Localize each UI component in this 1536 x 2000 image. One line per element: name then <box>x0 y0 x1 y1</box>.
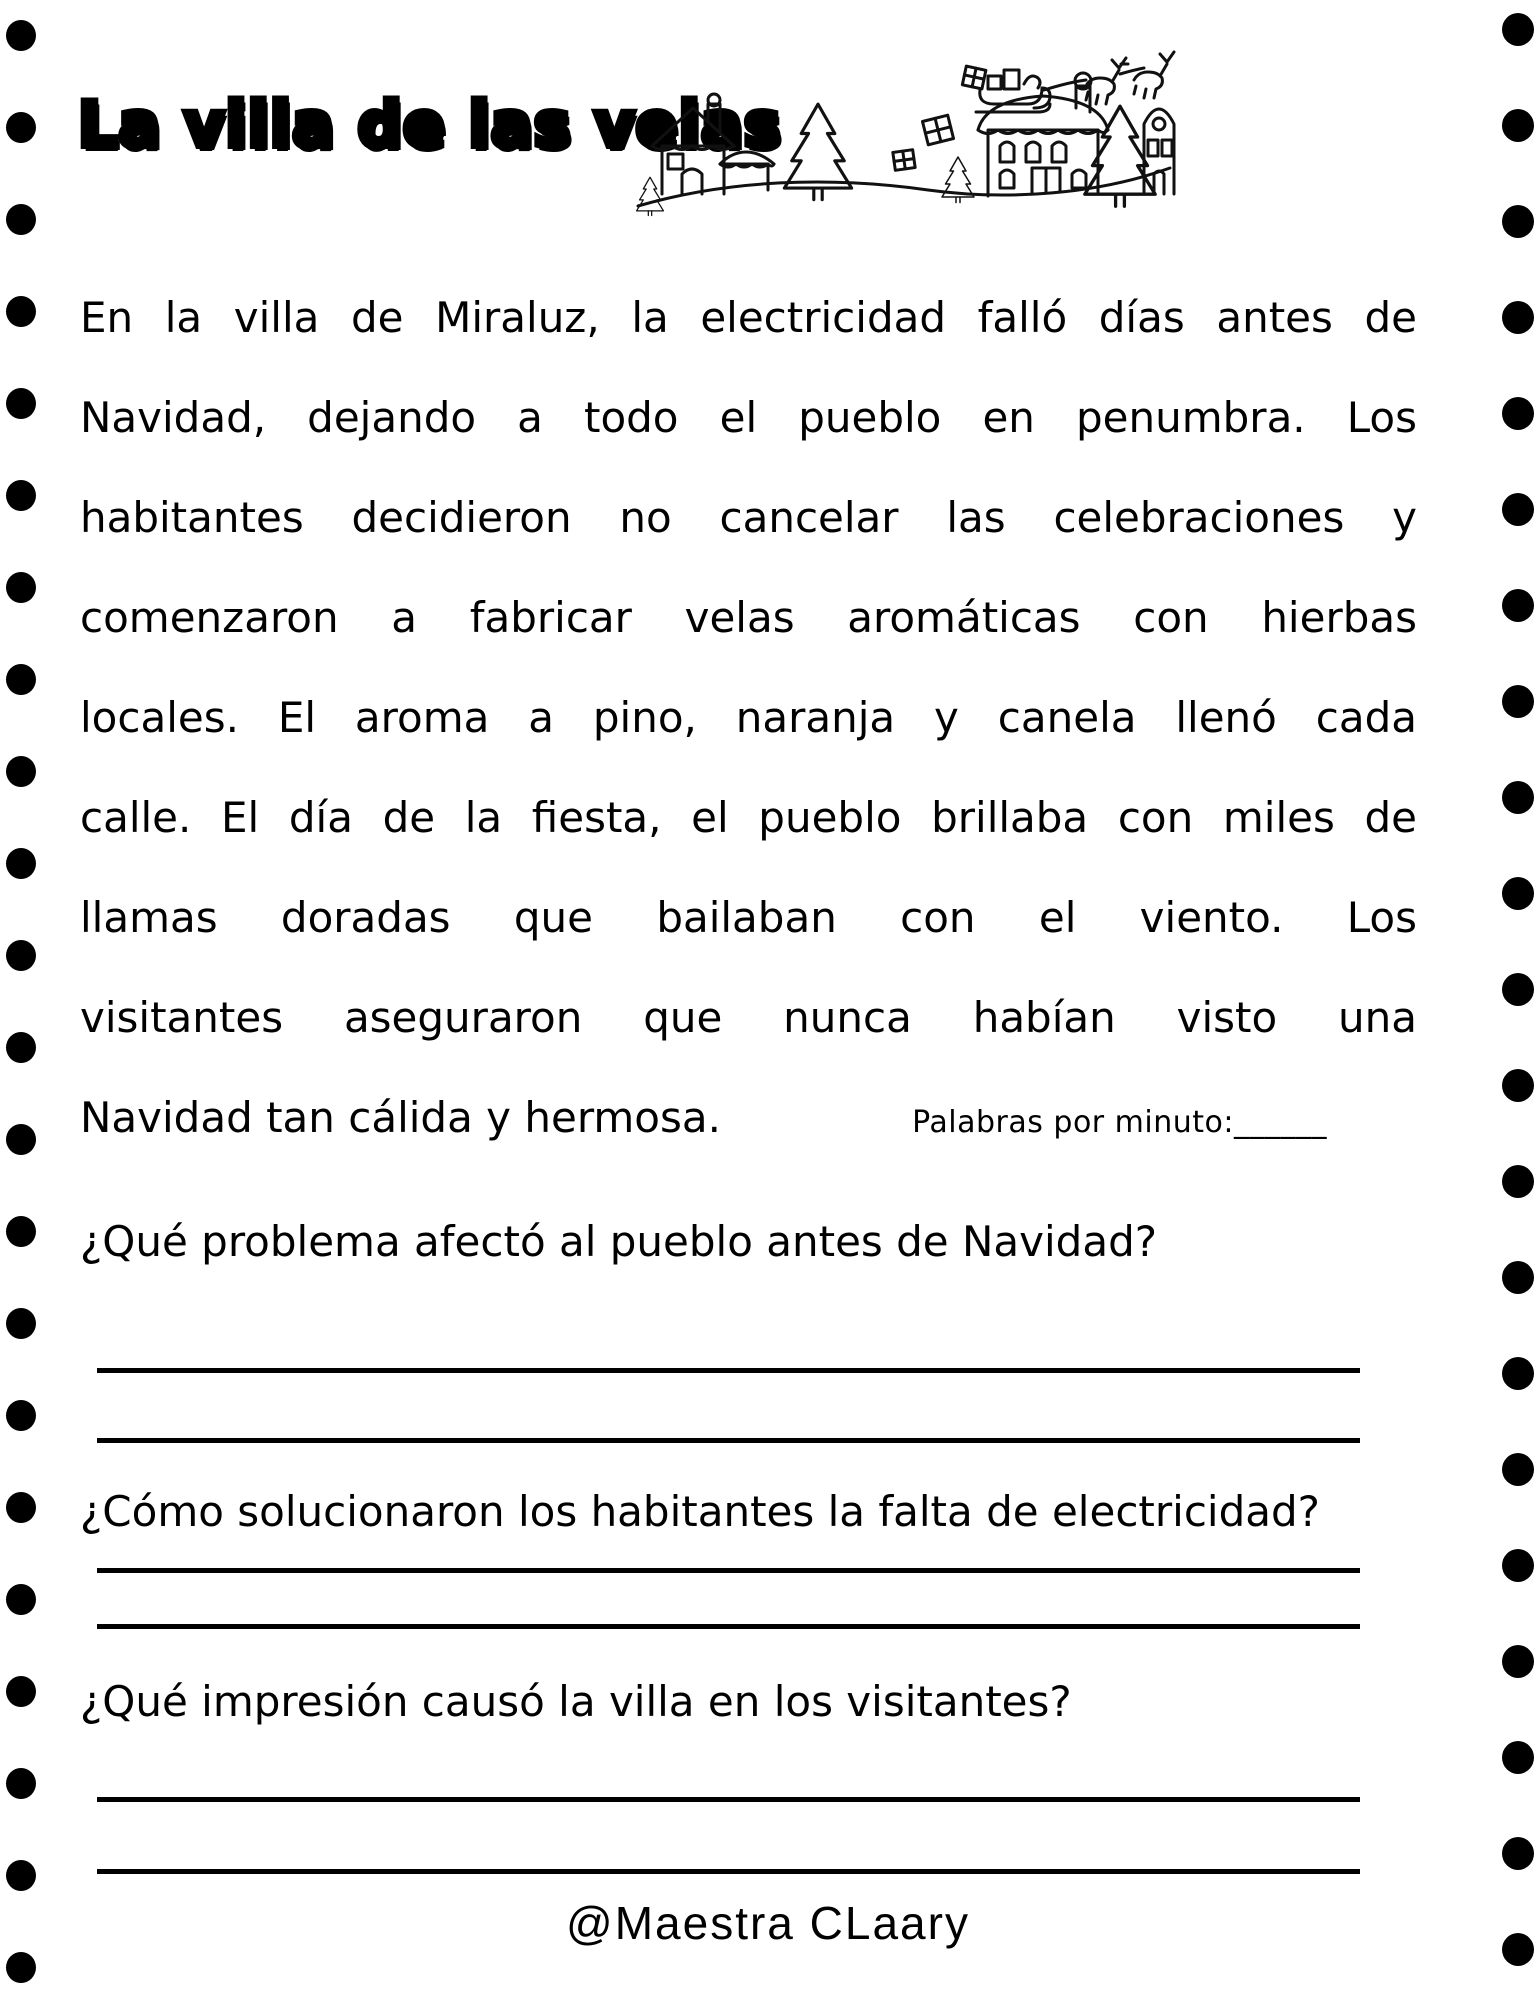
edge-dot <box>1502 1741 1534 1774</box>
house-icon <box>652 94 774 194</box>
christmas-village-scene <box>628 34 1176 218</box>
edge-dot <box>1502 685 1534 718</box>
christmas-village-illustration <box>628 34 1176 218</box>
passage-line: comenzaron a fabricar velas aromáticas con hierbas <box>80 593 1417 642</box>
page-title: La villa de las velas <box>78 88 782 161</box>
edge-dot <box>6 1768 36 1799</box>
gift-icon <box>922 115 953 145</box>
words-per-minute-blank[interactable]: Palabras por minuto:______ <box>912 1105 1327 1140</box>
answer-line[interactable] <box>97 1438 1360 1443</box>
pine-tree-icon <box>942 157 974 203</box>
passage-line: habitantes decidieron no cancelar las celebraciones y <box>80 493 1417 542</box>
pine-tree-icon <box>784 104 851 200</box>
edge-dot <box>6 1032 36 1063</box>
edge-dot <box>1502 1357 1534 1390</box>
edge-dot <box>1502 1069 1534 1102</box>
edge-dot <box>1502 1837 1534 1870</box>
question-2: ¿Cómo solucionaron los habitantes la falta de electricidad? <box>80 1487 1320 1536</box>
right-dot-column <box>1502 13 1534 1966</box>
passage-line: En la villa de Miraluz, la electricidad falló días antes de <box>80 293 1417 342</box>
left-dot-column <box>6 20 36 1983</box>
edge-dot <box>1502 1453 1534 1486</box>
pine-tree-icon <box>637 177 664 215</box>
edge-dot <box>1502 493 1534 526</box>
edge-dot <box>6 296 36 327</box>
edge-dot <box>6 1400 36 1431</box>
passage-line: visitantes aseguraron que nunca habían visto una <box>80 993 1417 1042</box>
edge-dot <box>1502 205 1534 238</box>
edge-dot <box>6 1492 36 1523</box>
edge-dot <box>6 1124 36 1155</box>
reindeer-icon <box>1134 52 1174 98</box>
question-1: ¿Qué problema afectó al pueblo antes de Navidad? <box>80 1217 1158 1266</box>
edge-dot <box>1502 13 1534 46</box>
edge-dot <box>6 1860 36 1891</box>
edge-dot <box>6 20 36 51</box>
edge-dot <box>6 940 36 971</box>
edge-dot <box>1502 589 1534 622</box>
answer-line[interactable] <box>97 1624 1360 1629</box>
edge-dot <box>6 572 36 603</box>
edge-dot <box>1502 1165 1534 1198</box>
author-credit: @Maestra CLaary <box>566 1897 970 1949</box>
edge-dot <box>6 848 36 879</box>
gift-icon <box>893 150 915 171</box>
edge-dot <box>6 1952 36 1983</box>
edge-dot <box>1502 781 1534 814</box>
passage-line: calle. El día de la fiesta, el pueblo brillaba con miles de <box>80 793 1417 842</box>
edge-dot <box>1502 1645 1534 1678</box>
edge-dot <box>6 756 36 787</box>
edge-dot <box>6 388 36 419</box>
reindeer-icon <box>1086 58 1128 104</box>
answer-line[interactable] <box>97 1568 1360 1573</box>
edge-dot <box>6 480 36 511</box>
passage-line: llamas doradas que bailaban con el viento. Los <box>80 893 1417 942</box>
passage-last-row <box>80 1068 1417 1168</box>
edge-dot <box>1502 877 1534 910</box>
answer-line[interactable] <box>97 1368 1360 1373</box>
passage-line: Navidad, dejando a todo el pueblo en penumbra. Los <box>80 393 1417 442</box>
edge-dot <box>1502 973 1534 1006</box>
edge-dot <box>6 1308 36 1339</box>
edge-dot <box>6 1676 36 1707</box>
edge-dot <box>6 1216 36 1247</box>
sleigh-icon <box>976 70 1050 112</box>
passage-line: locales. El aroma a pino, naranja y canela llenó cada <box>80 693 1417 742</box>
gift-icon <box>962 66 986 89</box>
edge-dot <box>1502 301 1534 334</box>
reading-passage <box>80 268 1417 1168</box>
edge-dot <box>6 204 36 235</box>
edge-dot <box>1502 1549 1534 1582</box>
edge-dot <box>6 1584 36 1615</box>
passage-lines <box>80 268 1417 1068</box>
answer-line[interactable] <box>97 1869 1360 1874</box>
question-3: ¿Qué impresión causó la villa en los visitantes? <box>80 1677 1072 1726</box>
answer-line[interactable] <box>97 1797 1360 1802</box>
edge-dot <box>6 112 36 143</box>
edge-dot <box>6 664 36 695</box>
edge-dot <box>1502 397 1534 430</box>
edge-dot <box>1502 1261 1534 1294</box>
edge-dot <box>1502 109 1534 142</box>
passage-closing-line: Navidad tan cálida y hermosa. <box>80 1093 721 1142</box>
